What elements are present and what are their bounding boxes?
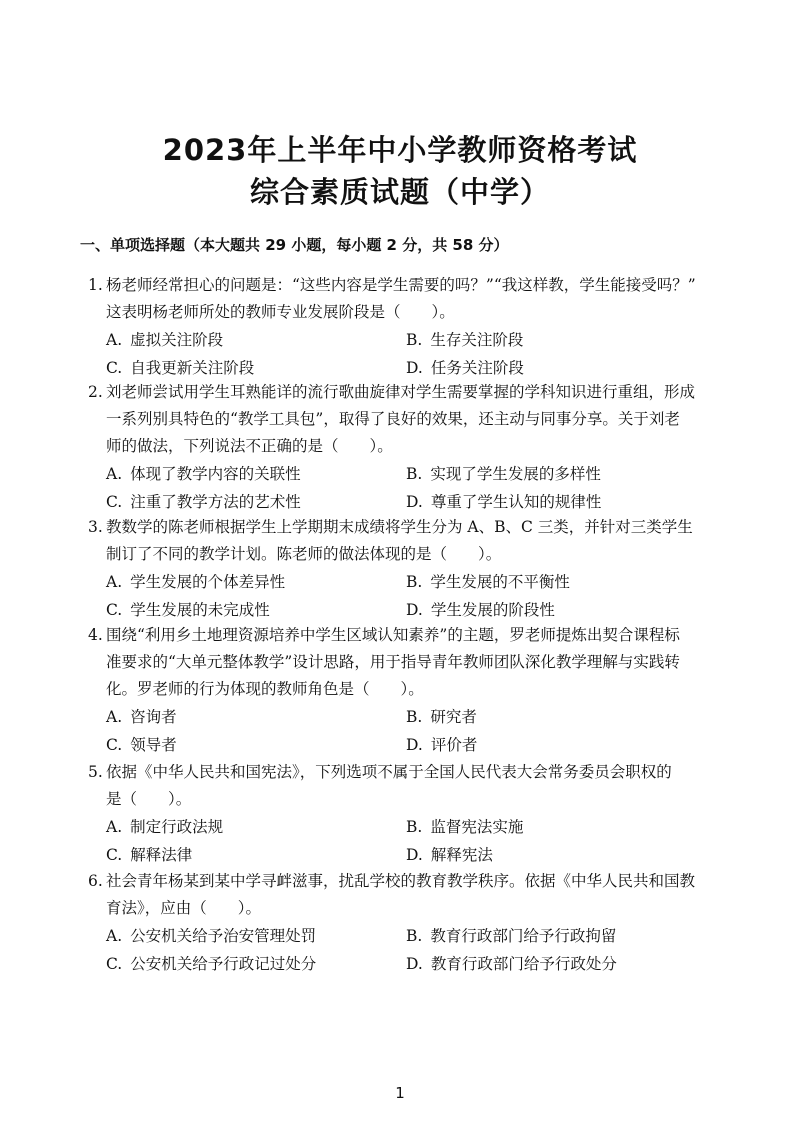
option-c: C. 领导者 <box>106 736 177 754</box>
options-grid <box>88 922 728 978</box>
exam-title: 2023年上半年中小学教师资格考试 <box>162 133 638 167</box>
page-number: 1 <box>395 1084 405 1102</box>
options-grid <box>88 326 728 382</box>
question-3 <box>88 514 728 624</box>
options-grid <box>88 568 728 624</box>
question-number: 4. <box>88 626 103 644</box>
question-text: 准要求的“大单元整体教学”设计思路，用于指导青年教师团队深化教学理解与实践转 <box>106 653 680 671</box>
option-b: B. 教育行政部门给予行政拘留 <box>406 927 617 945</box>
option-b: B. 实现了学生发展的多样性 <box>406 465 601 483</box>
question-text: 刘老师尝试用学生耳熟能详的流行歌曲旋律对学生需要掌握的学科知识进行重组，形成 <box>106 383 696 401</box>
option-c: C. 注重了教学方法的艺术性 <box>106 493 301 511</box>
question-4 <box>88 622 728 759</box>
question-text: 围绕“利用乡土地理资源培养中学生区域认知素养”的主题，罗老师提炼出契合课程标 <box>106 626 680 644</box>
question-number: 1. <box>88 276 103 294</box>
question-2 <box>88 379 728 516</box>
question-number: 5. <box>88 763 103 781</box>
option-d: D. 教育行政部门给予行政处分 <box>406 955 617 973</box>
question-text: 一系列别具特色的“教学工具包”，取得了良好的效果，还主动与同事分享。关于刘老 <box>106 410 680 428</box>
question-text: 社会青年杨某到某中学寻衅滋事，扰乱学校的教育教学秩序。依据《中华人民共和国教 <box>106 872 696 890</box>
options-grid <box>88 703 728 759</box>
option-b: B. 学生发展的不平衡性 <box>406 573 570 591</box>
option-a: A. 虚拟关注阶段 <box>106 331 224 349</box>
question-text: 这表明杨老师所处的教师专业发展阶段是（ ）。 <box>106 303 455 321</box>
question-text: 是（ ）。 <box>106 790 192 808</box>
question-1 <box>88 272 728 382</box>
option-d: D. 解释宪法 <box>406 846 493 864</box>
option-a: A. 学生发展的个体差异性 <box>106 573 286 591</box>
question-text: 教数学的陈老师根据学生上学期期末成绩将学生分为 A、B、C 三类，并针对三类学生 <box>106 518 693 536</box>
question-text: 依据《中华人民共和国宪法》，下列选项不属于全国人民代表大会常务委员会职权的 <box>106 763 672 781</box>
section-heading: 一、单项选择题（本大题共 29 小题，每小题 2 分，共 58 分） <box>80 236 509 254</box>
option-b: B. 生存关注阶段 <box>406 331 524 349</box>
option-a: A. 制定行政法规 <box>106 818 224 836</box>
exam-subtitle: 综合素质试题（中学） <box>249 175 550 209</box>
option-b: B. 研究者 <box>406 708 477 726</box>
question-text: 育法》，应由（ ）。 <box>106 899 262 917</box>
option-c: C. 学生发展的未完成性 <box>106 601 270 619</box>
question-text: 制订了不同的教学计划。陈老师的做法体现的是（ ）。 <box>106 545 502 563</box>
option-d: D. 尊重了学生认知的规律性 <box>406 493 602 511</box>
option-b: B. 监督宪法实施 <box>406 818 524 836</box>
option-d: D. 任务关注阶段 <box>406 359 524 377</box>
question-text: 化。罗老师的行为体现的教师角色是（ ）。 <box>106 680 424 698</box>
option-c: C. 公安机关给予行政记过处分 <box>106 955 317 973</box>
option-d: D. 评价者 <box>406 736 478 754</box>
question-number: 2. <box>88 383 103 401</box>
options-grid <box>88 813 728 869</box>
option-a: A. 体现了教学内容的关联性 <box>106 465 301 483</box>
question-number: 6. <box>88 872 103 890</box>
option-d: D. 学生发展的阶段性 <box>406 601 555 619</box>
question-6 <box>88 868 728 978</box>
options-grid <box>88 460 728 516</box>
question-number: 3. <box>88 518 103 536</box>
option-c: C. 自我更新关注阶段 <box>106 359 255 377</box>
option-c: C. 解释法律 <box>106 846 193 864</box>
option-a: A. 公安机关给予治安管理处罚 <box>106 927 317 945</box>
option-a: A. 咨询者 <box>106 708 177 726</box>
question-text: 杨老师经常担心的问题是：“这些内容是学生需要的吗？”“我这样教，学生能接受吗？” <box>106 276 696 294</box>
question-5 <box>88 759 728 869</box>
question-text: 师的做法，下列说法不正确的是（ ）。 <box>106 437 393 455</box>
